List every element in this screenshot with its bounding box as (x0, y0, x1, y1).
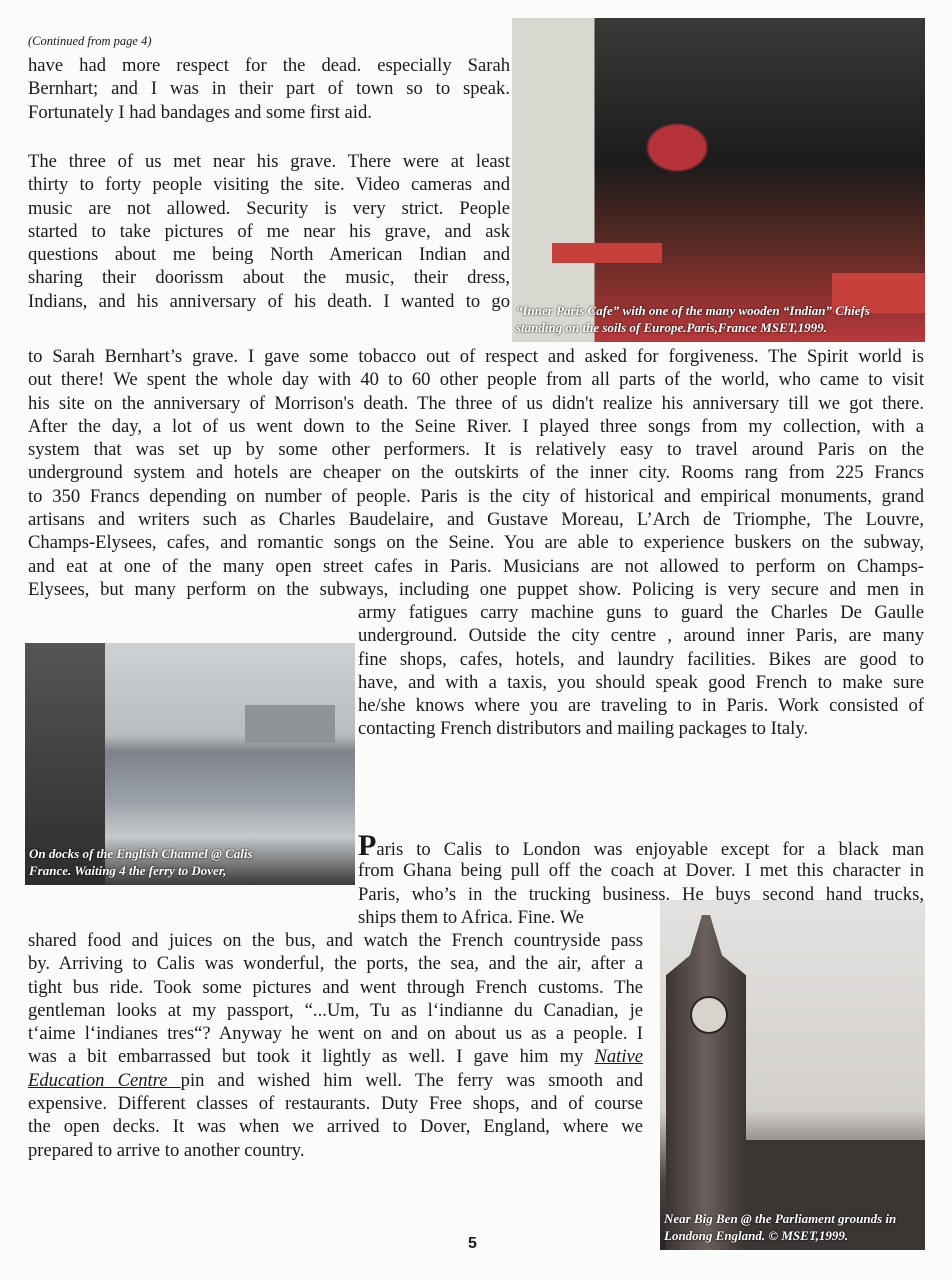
text-line: The three of us met near his grave. There were at least (28, 151, 510, 172)
text-line: have, and with a taxis, you should speak good French to make sure (358, 671, 924, 693)
text-line: and eat at one of the many open street cafes in Paris. Musicians are not allowed to perform on Champs- (28, 555, 924, 577)
text-line: Bernhart; and I was in their part of town so to speak. (28, 78, 510, 100)
text-line: gentleman looks at my passport, “...Um, Tu as l‘indianne du Canadian, je (28, 999, 643, 1021)
text-line: After the day, a lot of us went down to the Seine River. I played three songs from my collection, with a (28, 415, 924, 437)
text-line: underground system and hotels are cheaper on the outskirts of the inner city. Rooms rang from 225 Francs (28, 462, 924, 484)
text-line: to 350 Francs depending on number of people. Paris is the city of historical and empirical monuments, grand (28, 485, 924, 507)
clock-tower (666, 915, 746, 1250)
text-line: Indians, and his anniversary of his death. I wanted to go (28, 290, 510, 312)
text-line: the open decks. It was when we arrived to Dover, England, where we (28, 1116, 643, 1138)
text-line: contacting French distributors and mailing packages to Italy. (358, 718, 809, 740)
page-number: 5 (468, 1235, 477, 1252)
text-line: have had more respect for the dead. especially Sarah (28, 55, 510, 76)
photo-caption (29, 845, 253, 879)
photo-caption (516, 302, 870, 336)
text-line: ships them to Africa. Fine. We (358, 906, 584, 928)
ferry (245, 705, 335, 743)
text-line: Champs-Elysees, cafes, and romantic songs on the Seine. You are able to experience buskers on the subway, (28, 532, 924, 554)
text-segment: was a bit embarrassed but took it lightly as well. I gave him my (28, 1046, 595, 1068)
continued-note: (Continued from page 4) (28, 34, 152, 48)
paragraph-grave (28, 150, 510, 313)
text-line: Fortunately I had bandages and some first aid. (28, 101, 372, 123)
photo-paris-cafe (512, 18, 925, 342)
text-line: tight bus ride. Took some pictures and went through French customs. The (28, 976, 643, 998)
text-line: Elysees, but many perform on the subways, including one puppet show. Policing is very secure and men in (28, 578, 924, 600)
text-line: from Ghana being pull off the coach at Dover. I met this character in (358, 860, 924, 882)
text-line: he/she knows where you are traveling to in Paris. Work consisted of (358, 695, 924, 717)
text-line (28, 1069, 643, 1092)
text-line: shared food and juices on the bus, and watch the French countryside pass (28, 930, 643, 951)
text-line: by. Arriving to Calis was wonderful, the ports, the sea, and the air, after a (28, 953, 643, 975)
text-line: sharing their doorissm about the music, their dress, (28, 267, 510, 289)
paragraph-respect (28, 54, 510, 124)
caption-line: On docks of the English Channel @ Calis (29, 846, 253, 861)
text-line: fine shops, cafes, hotels, and laundry facilities. Bikes are good to (358, 648, 924, 670)
text-line: expensive. Different classes of restaurants. Duty Free shops, and of course (28, 1093, 643, 1115)
text-line: questions about me being North American Indian and (28, 244, 510, 266)
text-line: artisans and writers such as Charles Baudelaire, and Gustave Moreau, L’Arch de Triomphe, The Louvre, (28, 509, 924, 531)
text-line: to Sarah Bernhart’s grave. I gave some tobacco out of respect and asked for forgiveness. The Spirit world is (28, 346, 924, 367)
text-line: started to take pictures of me near his grave, and ask (28, 220, 510, 242)
photo-big-ben (660, 900, 925, 1250)
text-line (358, 829, 924, 862)
caption-line: Londong England. © MSET,1999. (664, 1228, 849, 1243)
text-segment: aris to Calis to London was enjoyable except for a black man (376, 839, 924, 860)
text-line: music are not allowed. Security is very strict. People (28, 197, 510, 219)
text-line: thirty to forty people visiting the site. Video cameras and (28, 174, 510, 196)
clock-face (690, 996, 728, 1034)
text-line: his site on the anniversary of Morrison's death. The three of us didn't realize his anniversary till we got there. (28, 392, 924, 414)
text-line: system that was set up by some other performers. It is relatively easy to travel around Paris on the (28, 439, 924, 461)
paragraph-paris (28, 345, 924, 601)
text-line: underground. Outside the city centre , around inner Paris, are many (358, 625, 924, 647)
text-line: army fatigues carry machine guns to guard the Charles De Gaulle (358, 602, 924, 623)
caption-line: “Inner Paris Cafe” with one of the many wooden “Indian” Chiefs (516, 303, 870, 318)
paragraph-calis-cont (28, 929, 643, 1162)
text-line: out there! We spent the whole day with 40 to 60 other people from all parts of the world, who came to visit (28, 369, 924, 391)
text-line (28, 1045, 643, 1068)
photo-english-channel-dock (25, 643, 355, 885)
photo-caption (664, 1210, 896, 1244)
paragraph-calis (358, 829, 924, 929)
native-education-centre-link[interactable]: Native (594, 1046, 643, 1068)
text-line: Paris, who’s in the trucking business. He buys second hand trucks, (358, 883, 924, 905)
caption-line: standing on the soils of Europe.Paris,France MSET,1999. (516, 320, 827, 335)
drop-cap: P (358, 829, 377, 862)
caption-line: Near Big Ben @ the Parliament grounds in (664, 1211, 897, 1226)
text-segment: pin and wished him well. The ferry was smooth and (180, 1069, 644, 1091)
cafe-table (552, 243, 662, 263)
native-education-centre-link[interactable]: Education Centre (28, 1069, 181, 1091)
paragraph-paris-cont (358, 601, 924, 741)
text-line: prepared to arrive to another country. (28, 1139, 305, 1161)
caption-line: France. Waiting 4 the ferry to Dover, (29, 863, 227, 878)
text-line: t‘aime l‘indianes tres“? Anyway he went on and on about us as a people. I (28, 1023, 643, 1045)
